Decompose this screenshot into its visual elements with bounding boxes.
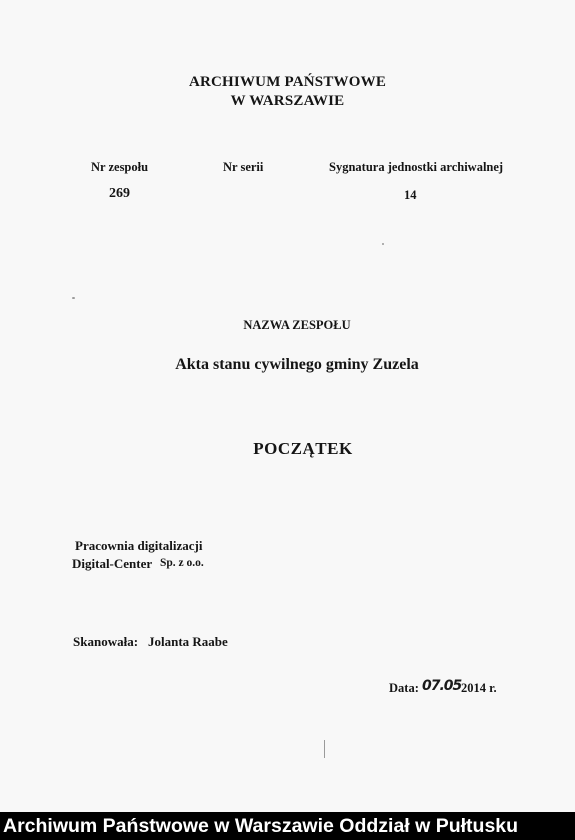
paper-speck <box>382 243 384 245</box>
nr-zespolu-value: 269 <box>109 186 130 201</box>
sygnatura-value: 14 <box>404 188 417 202</box>
archive-name-line2: W WARSZAWIE <box>230 93 345 109</box>
date-handwritten: 07.05 <box>422 678 462 694</box>
digitization-studio-line1: Pracownia digitalizacji <box>75 538 203 553</box>
scanned-by-label: Skanowała: <box>73 634 139 649</box>
digitization-studio-line2: Digital-Center <box>72 556 153 571</box>
digitization-studio-suffix: Sp. z o.o. <box>160 557 204 569</box>
date-label: Data: <box>389 681 419 695</box>
archive-name-line1: ARCHIWUM PAŃSTWOWE <box>188 74 387 90</box>
paper-speck <box>324 740 325 758</box>
scanned-by-name: Jolanta Raabe <box>148 634 228 649</box>
nr-zespolu-label: Nr zespołu <box>91 160 149 174</box>
paper-speck <box>72 297 75 299</box>
sygnatura-label: Sygnatura jednostki archiwalnej <box>329 160 504 174</box>
nr-serii-label: Nr serii <box>223 160 264 174</box>
collection-label: NAZWA ZESPOŁU <box>243 318 351 332</box>
date-year: 2014 r. <box>461 681 497 695</box>
footer-text: Archiwum Państwowe w Warszawie Oddział w Pułtusku <box>3 815 519 837</box>
archive-footer-banner <box>0 812 575 840</box>
collection-name: Akta stanu cywilnego gminy Zuzela <box>175 356 419 373</box>
section-title: POCZĄTEK <box>253 439 353 458</box>
